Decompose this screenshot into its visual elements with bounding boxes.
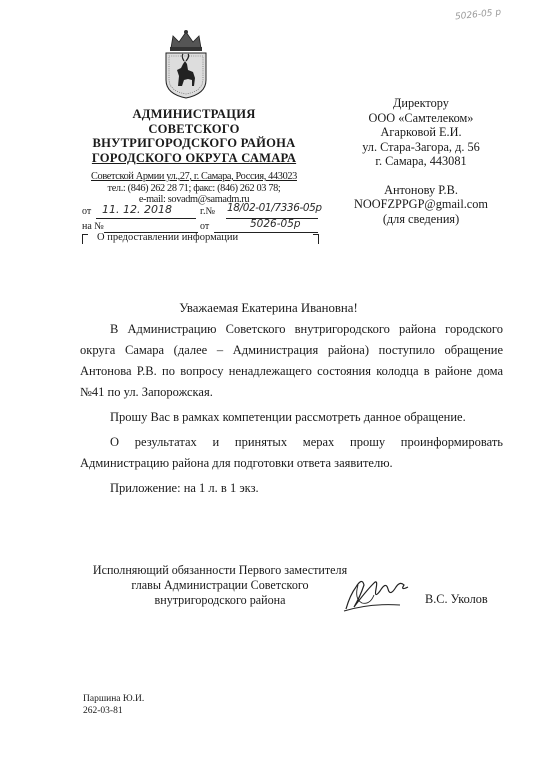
date-prefix: от: [82, 206, 92, 217]
subject-text: О предоставлении информации: [97, 232, 239, 243]
cc-note: (для сведения): [382, 211, 460, 226]
incoming-stamp: 5026-05 р: [454, 7, 502, 23]
body-line: округа Самара (далее – Администрация района) поступило обращение: [80, 343, 503, 357]
signature-title-line: Исполняющий обязанности Первого заместителя: [92, 563, 348, 577]
signature-title-line: внутригородского района: [154, 593, 286, 607]
cc-line: Антонову Р.В.: [384, 182, 458, 197]
date-value: 11. 12. 2018: [102, 203, 172, 216]
signature-title-line: главы Администрации Советского: [131, 578, 309, 592]
body-line: №41 по ул. Запорожская.: [80, 385, 213, 399]
executor-phone: 262-03-81: [83, 706, 123, 716]
subject-block: [80, 232, 320, 244]
recipient-line: ул. Стара-Загора, д. 56: [362, 139, 480, 154]
salutation: Уважаемая Екатерина Ивановна!: [179, 301, 358, 315]
org-line: ВНУТРИГОРОДСКОГО РАЙОНА: [92, 136, 296, 150]
letter-body: [80, 319, 503, 499]
number-value: 18/02-01/7336-05р: [227, 202, 322, 214]
ref-from-prefix: от: [200, 221, 210, 232]
recipient-line: Агарковой Е.И.: [380, 125, 462, 139]
body-paragraph: Прошу Вас в рамках компетенции рассмотреть данное обращение.: [110, 410, 466, 424]
number-prefix: г.№: [200, 206, 216, 217]
cc-email: NOOFZPPGP@gmail.com: [354, 197, 488, 211]
coat-of-arms-icon: [157, 28, 215, 100]
body-line: Антонова Р.В. по вопросу ненадлежащего состояния колодца в районе дома: [80, 364, 503, 378]
org-line: СОВЕТСКОГО: [148, 121, 240, 136]
body-line: В Администрацию Советского внутригородского района городского: [110, 322, 503, 336]
email-line: e-mail: sovadm@samadm.ru: [138, 194, 250, 205]
organization-address: [78, 171, 310, 206]
body-line: О результатах и принятых мерах прошу проинформировать: [110, 435, 503, 449]
signature-title: [80, 563, 360, 608]
ref-value: 5026-05р: [250, 218, 301, 230]
attachment-line: Приложение: на 1 л. в 1 экз.: [110, 481, 259, 495]
recipient-line: г. Самара, 443081: [375, 154, 467, 168]
organization-name: [78, 107, 310, 165]
body-line: Администрацию района для подготовки ответа заявителю.: [80, 456, 393, 470]
executor-name: Паршина Ю.И.: [83, 694, 145, 704]
recipient-line: Директору: [393, 96, 449, 110]
to-prefix: на №: [82, 221, 104, 232]
recipient-line: ООО «Самтелеком»: [368, 110, 474, 125]
address-line: тел.: (846) 262 28 71; факс: (846) 262 03 78;: [107, 182, 281, 194]
address-line: Советской Армии ул.,27, г. Самара, Россия, 443023: [91, 171, 297, 182]
org-line: АДМИНИСТРАЦИЯ: [132, 107, 256, 121]
executor-block: [83, 693, 144, 717]
recipient-block: [336, 96, 506, 226]
handwritten-signature: [340, 565, 416, 617]
signer-name: В.С. Уколов: [425, 592, 488, 606]
org-line: ГОРОДСКОГО ОКРУГА САМАРА: [91, 150, 297, 165]
